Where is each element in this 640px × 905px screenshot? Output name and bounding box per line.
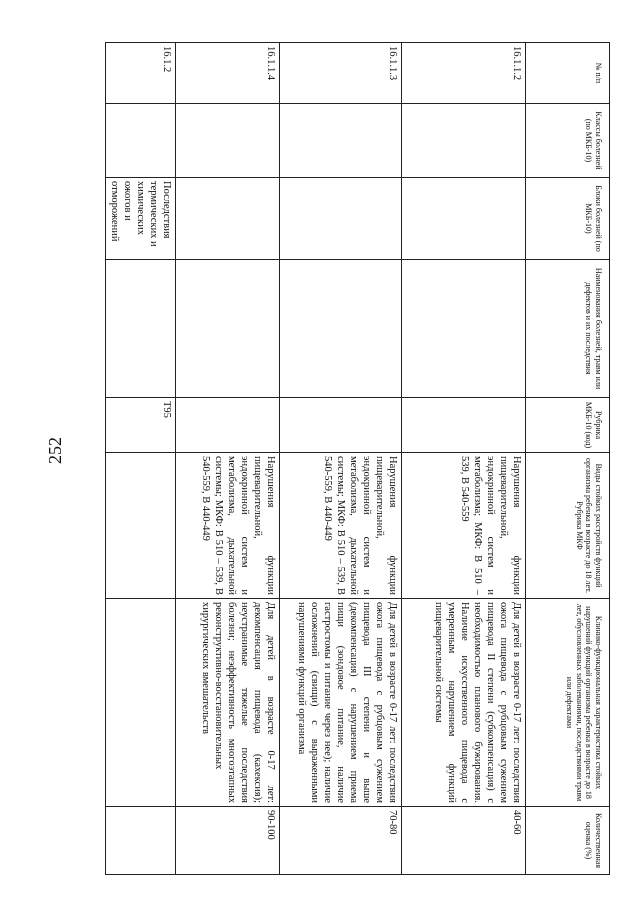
table-row	[402, 43, 526, 875]
cell-score	[106, 807, 176, 875]
cell-blocks	[176, 178, 280, 260]
header-score: Количественная оценка (%)	[526, 807, 610, 875]
cell-classes	[106, 104, 176, 178]
cell-clinical: Для детей в возрасте 0-17 лет: декомпенсация пищевода (кахексия); неустранимые тяжелые последствия болезни; неэффективность многоэтапных реконструктивно-восстановительных хирургических вмешательств	[176, 599, 280, 807]
cell-clinical: Для детей в возрасте 0-17 лет: последствия ожога пищевода с рубцовым сужением пищевода III степени и выше (декомпенсация) с нарушением приема пищи (зондовое питание, наличие гастростомы и питание через нее); наличие осложнений (свищи) с выраженными нарушениями функций организма	[280, 599, 402, 807]
cell-num: 16.1.1.2	[402, 43, 526, 104]
cell-classes	[280, 104, 402, 178]
header-clinical: Клинико-функциональная характеристика стойких нарушений функций организма ребенка в возрасте до 18 лет, обусловленных заболеваниями, последствиями травм или дефектами	[526, 599, 610, 807]
cell-score: 40-60	[402, 807, 526, 875]
disability-criteria-table	[105, 42, 610, 875]
header-disease: Наименования болезней, травм или дефектов и их последствия	[526, 260, 610, 398]
table-row	[280, 43, 402, 875]
cell-disease	[402, 260, 526, 398]
cell-num: 16.1.2	[106, 43, 176, 104]
cell-icd: T95	[106, 398, 176, 453]
cell-blocks	[280, 178, 402, 260]
cell-kinds: Нарушения функции пищеварительной, эндокринной систем и метаболизма, дыхательной системы; МКФ: В 510 – 539, В 540-559, В 440-449	[176, 453, 280, 599]
rotated-table-container	[109, 42, 610, 874]
header-blocks: Блоки болезней (по МКБ-10)	[526, 178, 610, 260]
cell-num: 16.1.1.4	[176, 43, 280, 104]
cell-kinds: Нарушения функции пищеварительной, эндокринной систем и метаболизма, дыхательной системы; МКФ: В 510 – 539, В 540-559, В 440-449	[280, 453, 402, 599]
cell-disease	[280, 260, 402, 398]
cell-disease	[106, 260, 176, 398]
cell-num: 16.1.1.3	[280, 43, 402, 104]
header-icd: Рубрика МКБ-10 (код)	[526, 398, 610, 453]
table-row	[106, 43, 176, 875]
cell-disease	[176, 260, 280, 398]
cell-clinical	[106, 599, 176, 807]
cell-icd	[176, 398, 280, 453]
cell-icd	[402, 398, 526, 453]
cell-blocks: Последствия термических и химических ожогов и отморожений	[106, 178, 176, 260]
table-row	[176, 43, 280, 875]
cell-score: 90-100	[176, 807, 280, 875]
header-classes: Классы болезней (по МКБ-10)	[526, 104, 610, 178]
cell-kinds	[106, 453, 176, 599]
cell-blocks	[402, 178, 526, 260]
cell-score: 70-80	[280, 807, 402, 875]
cell-clinical: Для детей в возрасте 0-17 лет: последствия ожога пищевода с рубцовым сужением пищевода II степени (субкомпенсация) с необходимостью планового бужирования. Наличие искусственного пищевода с умеренным нарушением функций пищеварительной системы	[402, 599, 526, 807]
table-header-row	[526, 43, 610, 875]
page-number: 252	[45, 437, 65, 464]
header-kinds: Виды стойких расстройств функций организма ребенка в возрасте до 18 лет. Рубрика МКФ	[526, 453, 610, 599]
cell-icd	[280, 398, 402, 453]
cell-classes	[176, 104, 280, 178]
header-num: № п/п	[526, 43, 610, 104]
cell-kinds: Нарушения функции пищеварительной, эндокринной систем и метаболизма; МКФ: В 510 – 539, В 540-559	[402, 453, 526, 599]
cell-classes	[402, 104, 526, 178]
